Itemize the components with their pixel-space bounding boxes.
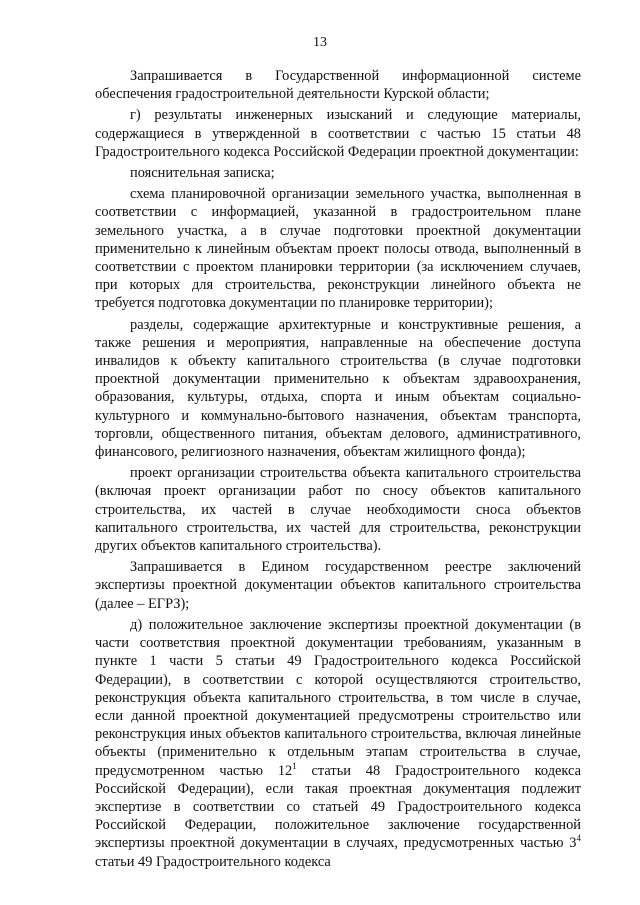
paragraph-item-d [95,616,581,871]
paragraph-item-d-text-3: статьи 49 Градостроительного кодекса [95,853,331,870]
document-body [95,67,581,874]
page-number: 13 [313,35,327,50]
paragraph-zaprashivaetsya-egrz: Запрашивается в Едином государственном реестре заключений экспертизы проектной документации объектов капитального строительства (далее – ЕГРЗ); [95,559,581,612]
superscript-1: 1 [292,760,297,771]
paragraph-item-d-text-2: статьи 48 Градостроительного кодекса Российской Федерации), если такая проектная документация подлежит экспертизе в соответствии со статьей 49 Градостроительного кодекса Российской Федерации, положительное заключение государственной экспертизы проектной документации в случаях, предусмотренных частью 3 [95,762,582,852]
paragraph-zaprashivaetsya-gisogd: Запрашивается в Государственной информационной системе обеспечения градостроительной деятельности Курской области; [95,68,581,103]
paragraph-explanatory-note: пояснительная записка; [130,165,275,182]
paragraph-item-g: г) результаты инженерных изысканий и следующие материалы, содержащиеся в утвержденной в соответствии с частью 15 статьи 48 Градостроительного кодекса Российской Федерации проектной документации: [95,107,581,160]
superscript-4: 4 [576,833,581,844]
paragraph-architectural-sections: разделы, содержащие архитектурные и конструктивные решения, а также решения и мероприятия, направленные на обеспечение доступа инвалидов к объекту капитального строительства (в случае подготовки проектной документации применительно к объектам здравоохранения, образования, культуры, отдыха, спорта и иным объектам социально-культурного и коммунально-бытового назначения, объектам транспорта, торговли, общественного питания, объектам делового, административного, финансового, религиозного назначения, объектам жилищного фонда); [95,316,581,461]
paragraph-site-plan-scheme: схема планировочной организации земельного участка, выполненная в соответствии с информацией, указанной в градостроительном плане земельного участка, а в случае подготовки проектной документации применительно к линейным объектам проект полосы отвода, выполненный в соответствии с проектом планировки территории (за исключением случаев, при которых для строительства, реконструкции линейного объекта не требуется подготовка документации по планировке территории); [95,186,581,312]
paragraph-item-d-text-1: д) положительное заключение экспертизы проектной документации (в части соответствия проектной документации требованиям, указанным в пункте 1 части 5 статьи 49 Градостроительного кодекса Российской Федерации), в соответствии с которой осуществляются строительство, реконструкция объекта капитального строительства, в том числе в случае, если данной проектной документацией предусмотрены строительство или реконструкция иных объектов капитального строительства, включая линейные объекты (применительно к отдельным этапам строительства в случае, предусмотренном частью 12 [95,616,581,779]
paragraph-construction-organization: проект организации строительства объекта капитального строительства (включая проект организации работ по сносу объектов капитального строительства, их частей в случае необходимости сноса объектов капитального строительства, их частей для строительства, реконструкции других объектов капитального строительства). [95,465,581,555]
